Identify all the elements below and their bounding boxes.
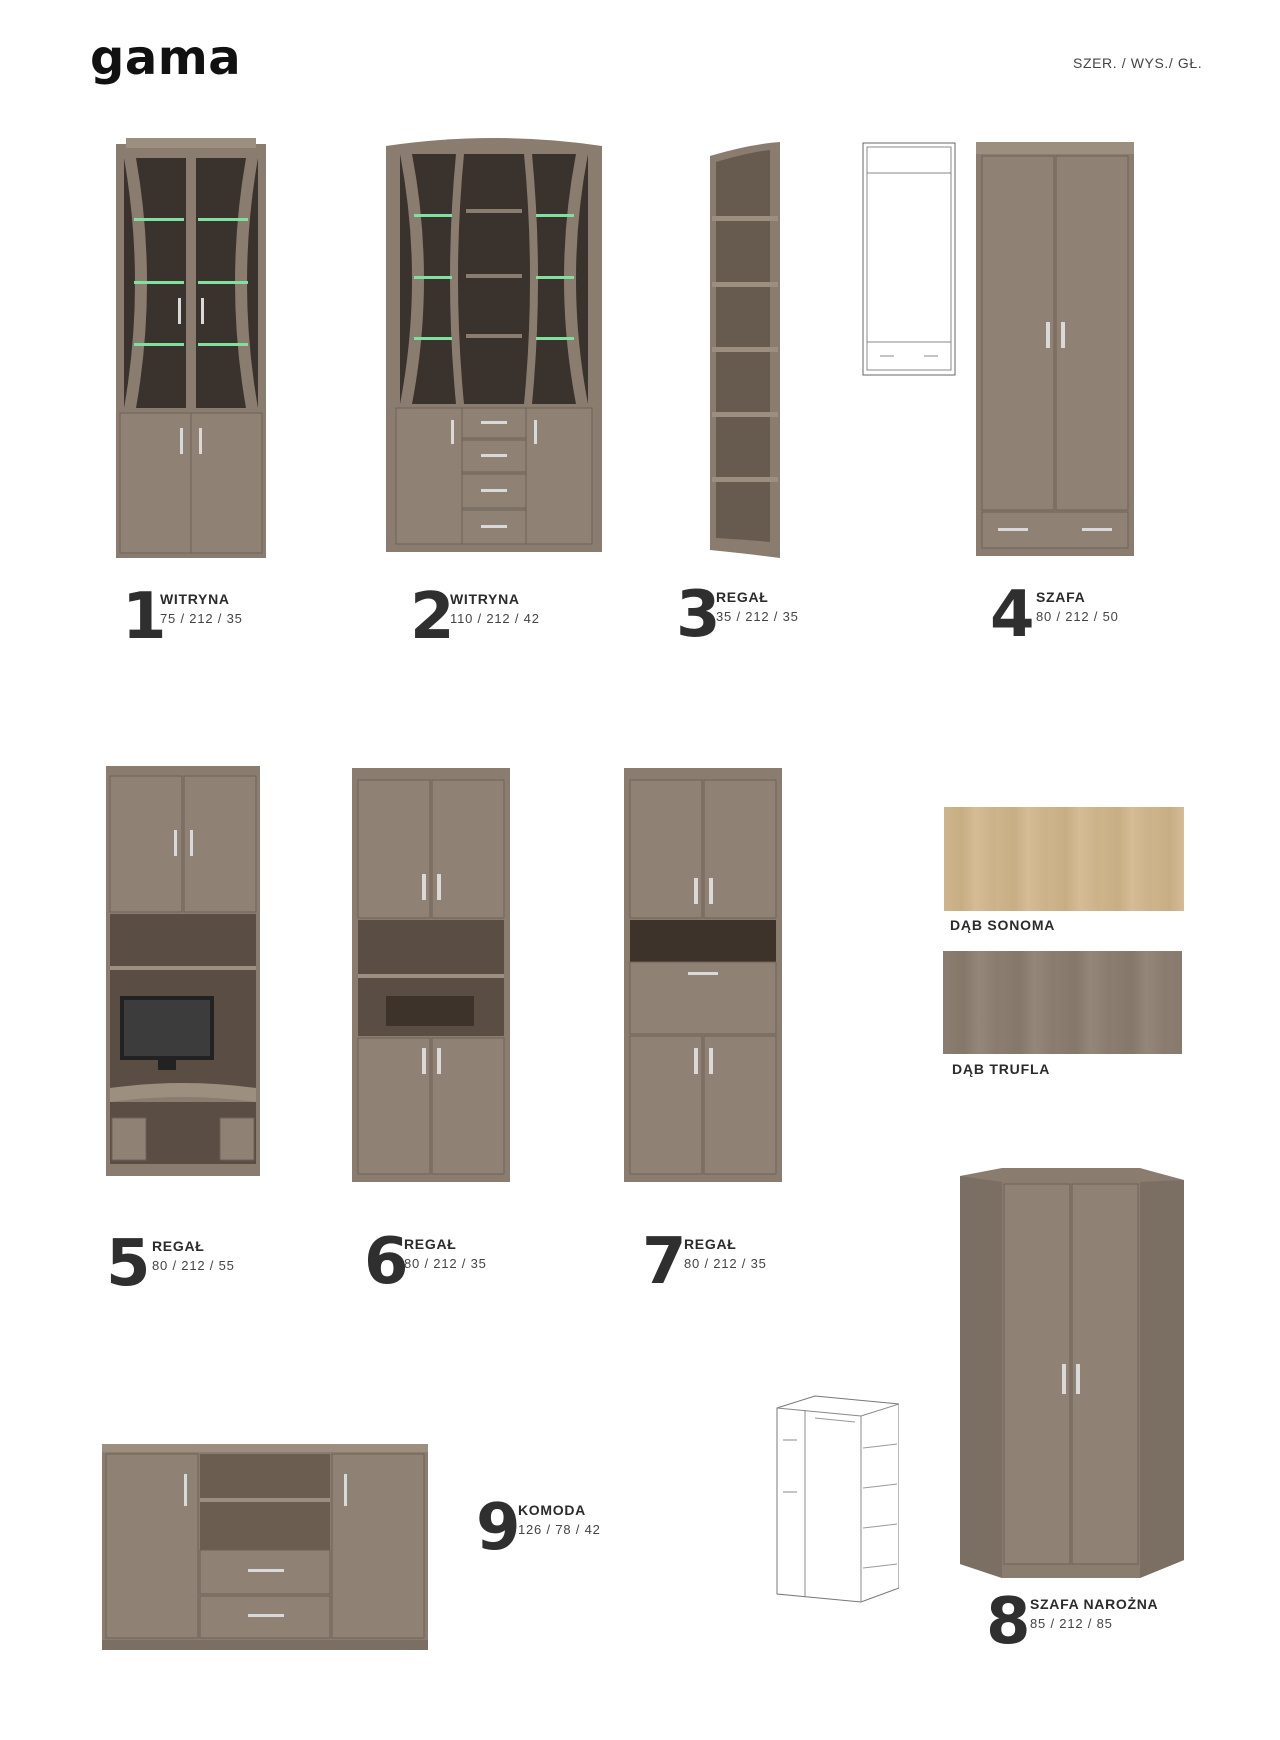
finish-name-sonoma: DĄB SONOMA (950, 917, 1056, 933)
product-number: 6 (364, 1225, 409, 1299)
dimensions-legend: SZER. / WYS./ GŁ. (1073, 55, 1203, 71)
product-name: REGAŁ (684, 1236, 737, 1252)
product-9-image (102, 1444, 428, 1650)
product-name: SZAFA NAROŻNA (1030, 1596, 1159, 1612)
product-2-image (386, 134, 602, 552)
product-number: 5 (106, 1227, 151, 1301)
product-dims: 80 / 212 / 55 (152, 1258, 235, 1273)
product-name: REGAŁ (404, 1236, 457, 1252)
product-dims: 75 / 212 / 35 (160, 611, 243, 626)
product-number: 7 (642, 1225, 687, 1299)
product-dims: 110 / 212 / 42 (450, 611, 540, 626)
product-4-image (976, 142, 1134, 556)
product-5-image (106, 766, 260, 1176)
product-number: 8 (986, 1585, 1031, 1659)
product-8-image (960, 1168, 1184, 1578)
product-name: REGAŁ (716, 589, 769, 605)
product-dims: 35 / 212 / 35 (716, 609, 799, 624)
product-name: WITRYNA (160, 591, 230, 607)
finish-name-trufla: DĄB TRUFLA (952, 1061, 1051, 1077)
product-dims: 85 / 212 / 85 (1030, 1616, 1113, 1631)
product-dims: 80 / 212 / 50 (1036, 609, 1119, 624)
product-name: KOMODA (518, 1502, 586, 1518)
product-1-image (116, 138, 266, 558)
product-number: 1 (122, 580, 167, 654)
product-name: SZAFA (1036, 589, 1086, 605)
product-dims: 80 / 212 / 35 (684, 1256, 767, 1271)
product-dims: 126 / 78 / 42 (518, 1522, 601, 1537)
product-number: 3 (676, 578, 721, 652)
product-6-image (352, 768, 510, 1182)
product-number: 9 (476, 1491, 521, 1565)
brand-logo: gama (90, 30, 242, 86)
product-8-line-drawing (775, 1388, 899, 1604)
finish-swatch-trufla (943, 951, 1182, 1054)
finish-swatch-sonoma (944, 807, 1184, 911)
product-number: 4 (990, 578, 1035, 652)
product-3-image (710, 142, 780, 558)
product-name: WITRYNA (450, 591, 520, 607)
product-7-image (624, 768, 782, 1182)
product-dims: 80 / 212 / 35 (404, 1256, 487, 1271)
product-name: REGAŁ (152, 1238, 205, 1254)
product-4-line-drawing (862, 142, 956, 376)
product-number: 2 (410, 580, 455, 654)
